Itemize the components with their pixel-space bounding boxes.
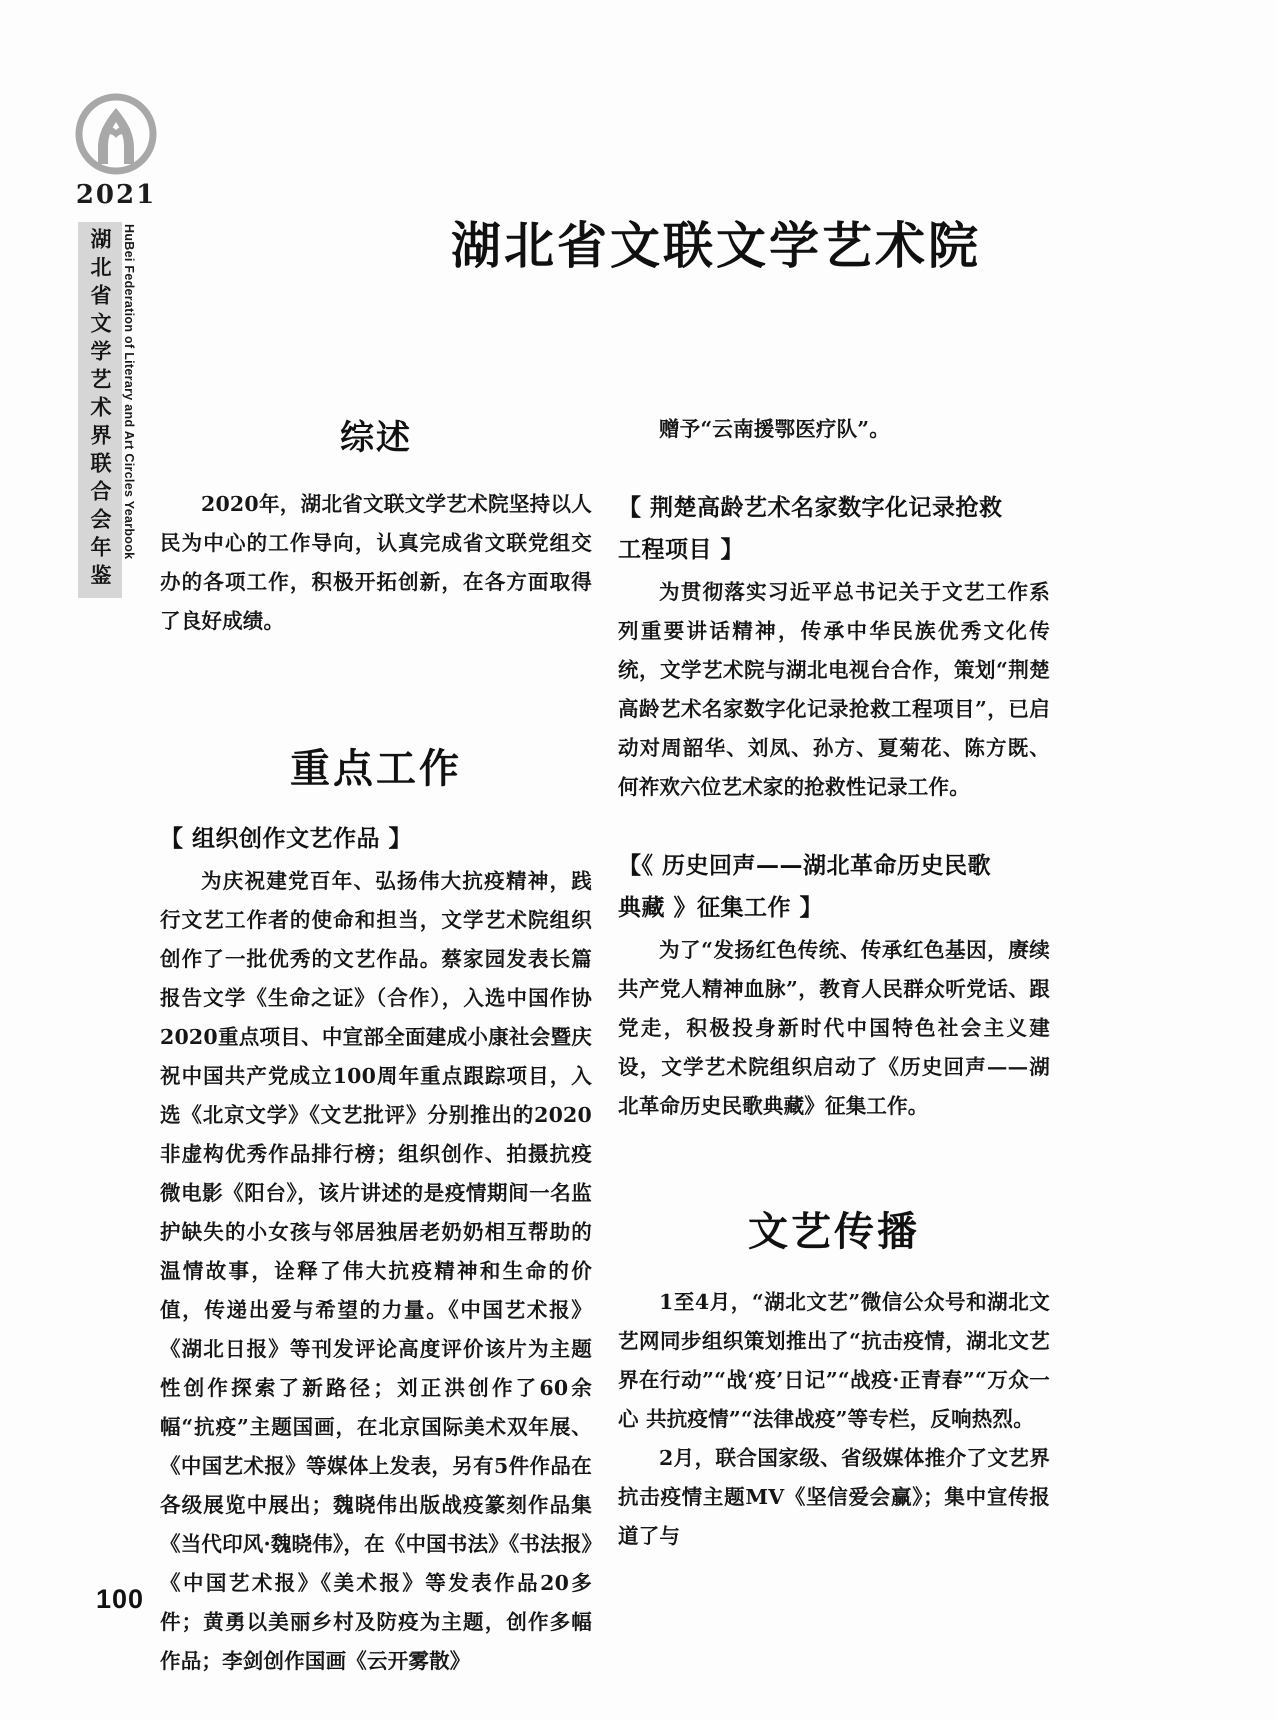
heading-key-work: 重点工作 bbox=[290, 746, 462, 792]
heading-history-echo-line2: 典藏 》征集工作 】 bbox=[618, 895, 824, 921]
spacer bbox=[618, 449, 1050, 489]
spine-title-cn: 湖北省文学艺术界联合会年鉴 bbox=[88, 228, 113, 592]
heading-dissemination: 文艺传播 bbox=[748, 1209, 920, 1255]
heading-digital-rescue-line2: 工程项目 】 bbox=[618, 537, 745, 563]
page-title: 湖北省文联文学艺术院 bbox=[451, 216, 981, 275]
spacer bbox=[160, 641, 592, 737]
heading-digital-rescue-line1: 【 荆楚高龄艺术名家数字化记录抢救 bbox=[618, 495, 1003, 521]
spacer bbox=[618, 1126, 1050, 1200]
page-number: 100 bbox=[96, 1584, 145, 1614]
paragraph-dissemination-1: 1至4月，“湖北文艺”微信公众号和湖北文艺网同步组织策划推出了“抗击疫情，湖北文艺界在行动”“战‘疫’日记”“战疫·正青春”“万众一心 共抗疫情”“法律战疫”等专栏，反响热烈。 bbox=[618, 1290, 1050, 1431]
spine-year: 2021 bbox=[75, 180, 157, 210]
hubei-federation-emblem-icon bbox=[72, 92, 160, 180]
paragraph-continuation: 赠予“云南援鄂医疗队”。 bbox=[659, 417, 890, 441]
paragraph-organize-creation: 为庆祝建党百年、弘扬伟大抗疫精神，践行文艺工作者的使命和担当，文学艺术院组织创作了一批优秀的文艺作品。蔡家园发表长篇报告文学《生命之证》（合作），入选中国作协2020重点项目、中宣部全面建成小康社会暨庆祝中国共产党成立100周年重点跟踪项目，入选《北京文学》《文艺批评》分别推出的2020非虚构优秀作品排行榜；组织创作、拍摄抗疫微电影《阳台》，该片讲述的是疫情期间一名监护缺失的小女孩与邻居独居老奶奶相互帮助的温情故事，诠释了伟大抗疫精神和生命的价值，传递出爱与希望的力量。《中国艺术报》《湖北日报》等刊发评论高度评价该片为主题性创作探索了新路径；刘正洪创作了60余幅“抗疫”主题国画，在北京国际美术双年展、《中国艺术报》等媒体上发表，另有5件作品在各级展览中展出；魏晓伟出版战疫篆刻作品集《当代印风·魏晓伟》，在《中国书法》《书法报》《中国艺术报》《美术报》等发表作品20多件；黄勇以美丽乡村及防疫为主题，创作多幅作品；李剑创作国画《云开雾散》 bbox=[160, 869, 592, 1673]
heading-overview: 综述 bbox=[340, 418, 412, 458]
paragraph-digital-rescue: 为贯彻落实习近平总书记关于文艺工作系列重要讲话精神，传承中华民族优秀文化传统，文学艺术院与湖北电视台合作，策划“荆楚高龄艺术名家数字化记录抢救工程项目”，已启动对周韶华、刘凤、孙方、夏菊花、陈方既、何祚欢六位艺术家的抢救性记录工作。 bbox=[618, 580, 1050, 799]
paragraph-dissemination-2: 2月，联合国家级、省级媒体推介了文艺界抗击疫情主题MV《坚信爱会赢》；集中宣传报道了与 bbox=[618, 1446, 1050, 1548]
right-column bbox=[618, 410, 1050, 1548]
paragraph-overview: 2020年，湖北省文联文学艺术院坚持以人民为中心的工作导向，认真完成省文联党组交办的各项工作，积极开拓创新，在各方面取得了良好成绩。 bbox=[160, 492, 592, 633]
heading-organize-creation: 【 组织创作文艺作品 】 bbox=[160, 826, 413, 852]
article-columns bbox=[160, 410, 1120, 1673]
heading-history-echo-line1: 【《 历史回声——湖北革命历史民歌 bbox=[618, 853, 992, 879]
paragraph-history-echo: 为了“发扬红色传统、传承红色基因，赓续共产党人精神血脉”，教育人民群众听党话、跟党走，积极投身新时代中国特色社会主义建设，文学艺术院组织启动了《历史回声——湖北革命历史民歌典藏》征集工作。 bbox=[618, 938, 1050, 1118]
spine-title-en: HuBei Federation of Literary and Art Circles Yearbook bbox=[122, 224, 136, 560]
spacer bbox=[618, 807, 1050, 847]
left-column bbox=[160, 410, 592, 1673]
